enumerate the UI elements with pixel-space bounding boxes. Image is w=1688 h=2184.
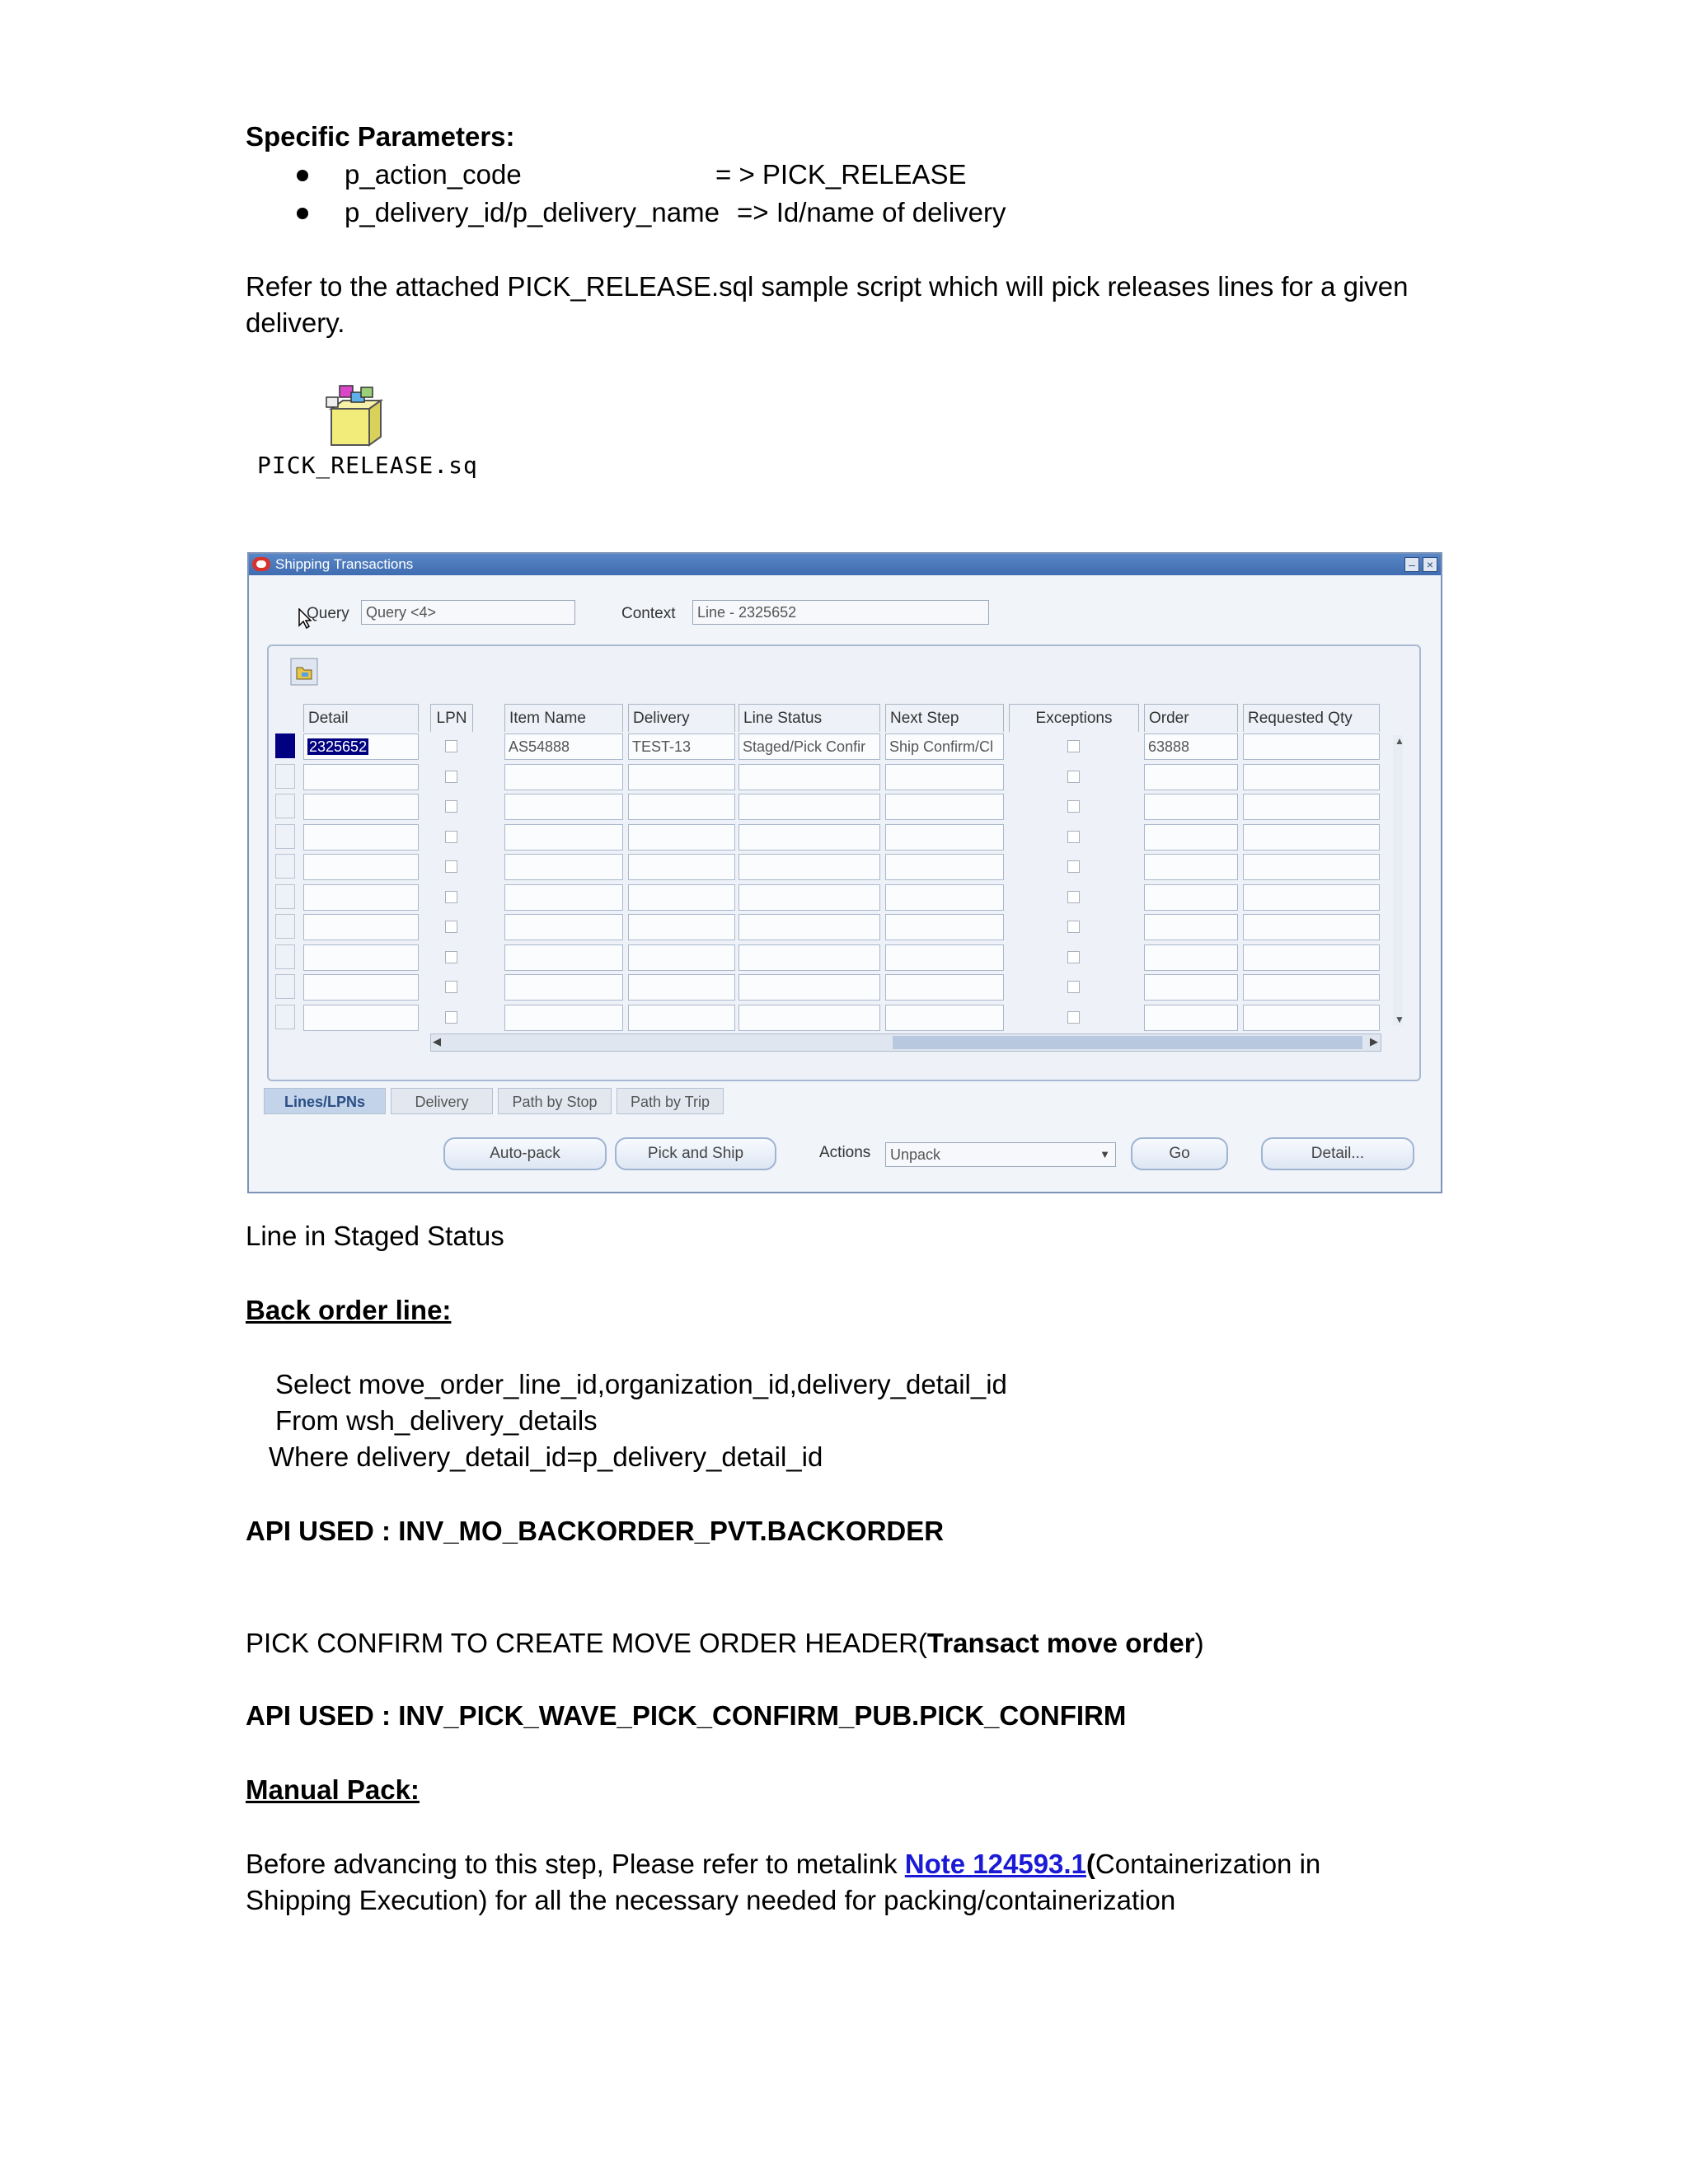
cell-detail[interactable] (303, 974, 419, 1001)
cell-order[interactable] (1144, 974, 1238, 1001)
refer-text-line2: delivery. (246, 307, 345, 338)
cell-detail[interactable] (303, 944, 419, 971)
exceptions-checkbox[interactable] (1067, 860, 1080, 873)
cell-order[interactable] (1144, 764, 1238, 790)
lines-panel (267, 644, 1421, 1081)
lpn-checkbox[interactable] (445, 921, 457, 933)
cell-detail[interactable] (303, 884, 419, 911)
cell-delivery[interactable] (628, 764, 735, 790)
lpn-checkbox[interactable] (445, 1011, 457, 1024)
cell-line-status[interactable]: Staged/Pick Confir (738, 733, 880, 760)
specific-parameters-heading: Specific Parameters: (246, 121, 515, 152)
cell-next-step[interactable] (885, 854, 1004, 880)
cell-order[interactable] (1144, 944, 1238, 971)
sql-line: Where delivery_detail_id=p_delivery_detail_id (269, 1441, 823, 1472)
cell-item-name[interactable] (504, 974, 623, 1001)
cell-line-status[interactable] (738, 944, 880, 971)
manual-pack-heading: Manual Pack: (246, 1774, 420, 1805)
package-file-icon (315, 381, 389, 450)
cell-detail[interactable] (303, 824, 419, 851)
cell-next-step[interactable] (885, 824, 1004, 851)
lpn-checkbox[interactable] (445, 891, 457, 903)
cell-order[interactable]: 63888 (1144, 733, 1238, 760)
cell-item-name[interactable] (504, 794, 623, 820)
row-selector[interactable] (275, 794, 295, 818)
param-name: p_action_code (345, 159, 522, 190)
column-header: Delivery (628, 704, 735, 732)
detail-button[interactable]: Detail... (1261, 1137, 1414, 1170)
row-selector[interactable] (275, 914, 295, 939)
cell-next-step[interactable] (885, 884, 1004, 911)
exceptions-checkbox[interactable] (1067, 981, 1080, 993)
tab-path-by-trip[interactable]: Path by Trip (617, 1088, 724, 1114)
cell-detail[interactable] (303, 794, 419, 820)
scroll-thumb[interactable] (893, 1036, 1362, 1049)
cell-requested-qty[interactable] (1243, 944, 1380, 971)
cell-delivery[interactable] (628, 944, 735, 971)
cell-line-status[interactable] (738, 974, 880, 1001)
exceptions-checkbox[interactable] (1067, 771, 1080, 783)
cell-delivery[interactable]: TEST-13 (628, 733, 735, 760)
pick-confirm-suffix: ) (1194, 1628, 1204, 1658)
exceptions-checkbox[interactable] (1067, 831, 1080, 843)
metalink-note-link[interactable]: Note 124593.1 (904, 1849, 1086, 1879)
cell-detail[interactable] (303, 1005, 419, 1031)
cell-requested-qty[interactable] (1243, 733, 1380, 760)
bullet-icon (297, 208, 308, 219)
cell-item-name[interactable] (504, 944, 623, 971)
exceptions-checkbox[interactable] (1067, 1011, 1080, 1024)
scroll-up-icon[interactable]: ▲ (1395, 735, 1404, 747)
attachment[interactable] (257, 381, 478, 488)
selected-detail-text: 2325652 (309, 738, 368, 755)
cell-delivery[interactable] (628, 824, 735, 851)
context-field[interactable]: Line - 2325652 (692, 600, 989, 625)
go-button[interactable]: Go (1131, 1137, 1228, 1170)
cell-delivery[interactable] (628, 914, 735, 940)
actions-select-value: Unpack (890, 1146, 941, 1163)
column-header: Line Status (738, 704, 880, 732)
cell-requested-qty[interactable] (1243, 914, 1380, 940)
tab-path-by-stop[interactable]: Path by Stop (498, 1088, 612, 1114)
column-header: Detail (303, 704, 419, 732)
cell-line-status[interactable] (738, 1005, 880, 1031)
cell-detail[interactable] (303, 733, 419, 760)
param-value: = > PICK_RELEASE (715, 159, 967, 190)
backorder-heading: Back order line: (246, 1295, 452, 1325)
cell-detail[interactable] (303, 764, 419, 790)
window-title: Shipping Transactions (275, 556, 414, 572)
cell-delivery[interactable] (628, 1005, 735, 1031)
cell-item-name[interactable] (504, 824, 623, 851)
column-header: Exceptions (1009, 704, 1139, 732)
close-icon[interactable]: × (1423, 557, 1437, 572)
cell-delivery[interactable] (628, 974, 735, 1001)
cell-line-status[interactable] (738, 764, 880, 790)
manual-pack-line2: Shipping Execution) for all the necessary needed for packing/containerization (246, 1885, 1176, 1915)
cell-item-name[interactable]: AS54888 (504, 733, 623, 760)
screenshot-caption: Line in Staged Status (246, 1221, 504, 1251)
tab-lines-lpns[interactable]: Lines/LPNs (264, 1088, 386, 1114)
row-selector[interactable] (275, 854, 295, 879)
param-name: p_delivery_id/p_delivery_name (345, 197, 720, 227)
cell-item-name[interactable] (504, 1005, 623, 1031)
column-header: Requested Qty (1243, 704, 1380, 732)
pick-confirm-prefix: PICK CONFIRM TO CREATE MOVE ORDER HEADER( (246, 1628, 927, 1658)
scroll-down-icon[interactable]: ▼ (1395, 1014, 1404, 1025)
row-selector[interactable] (275, 733, 295, 758)
column-header: Next Step (885, 704, 1004, 732)
manual-pack-line1 (246, 1848, 1320, 1881)
exceptions-checkbox[interactable] (1067, 951, 1080, 963)
exceptions-checkbox[interactable] (1067, 891, 1080, 903)
cell-item-name[interactable] (504, 884, 623, 911)
query-label: Query (307, 605, 349, 622)
scroll-right-icon[interactable]: ▶ (1370, 1035, 1378, 1047)
vertical-scrollbar[interactable] (1393, 735, 1403, 1025)
actions-select[interactable] (885, 1142, 1116, 1167)
column-header: LPN (430, 704, 473, 732)
cell-item-name[interactable] (504, 914, 623, 940)
pick-and-ship-button[interactable]: Pick and Ship (615, 1137, 776, 1170)
cell-next-step[interactable]: Ship Confirm/Cl (885, 733, 1004, 760)
cell-requested-qty[interactable] (1243, 1005, 1380, 1031)
cell-line-status[interactable] (738, 914, 880, 940)
bullet-icon (297, 170, 308, 181)
cell-item-name[interactable] (504, 854, 623, 880)
cell-next-step[interactable] (885, 944, 1004, 971)
refer-text-line1: Refer to the attached PICK_RELEASE.sql sample script which will pick releases lines for a given (246, 271, 1409, 302)
exceptions-checkbox[interactable] (1067, 800, 1080, 813)
dropdown-arrow-icon[interactable]: ▼ (1100, 1148, 1110, 1160)
pick-confirm-api: API USED : INV_PICK_WAVE_PICK_CONFIRM_PUB.PICK_CONFIRM (246, 1700, 1127, 1731)
cell-next-step[interactable] (885, 974, 1004, 1001)
cell-next-step[interactable] (885, 914, 1004, 940)
row-selector[interactable] (275, 884, 295, 909)
window-titlebar (249, 554, 1441, 575)
cell-order[interactable] (1144, 914, 1238, 940)
horizontal-scrollbar[interactable] (430, 1033, 1381, 1052)
exceptions-checkbox[interactable] (1067, 921, 1080, 933)
oracle-logo-icon (252, 557, 270, 571)
cell-detail[interactable] (303, 914, 419, 940)
minimize-icon[interactable]: – (1404, 557, 1419, 572)
cell-requested-qty[interactable] (1243, 854, 1380, 880)
pick-confirm-text (246, 1627, 1204, 1660)
column-header: Item Name (504, 704, 623, 732)
cell-order[interactable] (1144, 794, 1238, 820)
cell-item-name[interactable] (504, 764, 623, 790)
backorder-api: API USED : INV_MO_BACKORDER_PVT.BACKORDER (246, 1516, 945, 1546)
cell-requested-qty[interactable] (1243, 974, 1380, 1001)
row-selector[interactable] (275, 824, 295, 849)
lpn-checkbox[interactable] (445, 981, 457, 993)
cell-requested-qty[interactable] (1243, 794, 1380, 820)
manual-pack-pre: Before advancing to this step, Please refer to metalink (246, 1849, 905, 1879)
cell-line-status[interactable] (738, 794, 880, 820)
cell-line-status[interactable] (738, 884, 880, 911)
query-field[interactable]: Query <4> (361, 600, 575, 625)
context-label: Context (621, 605, 676, 622)
auto-pack-button[interactable]: Auto-pack (443, 1137, 607, 1170)
row-selector[interactable] (275, 1005, 295, 1029)
folder-icon[interactable] (290, 658, 318, 686)
param-value: => Id/name of delivery (737, 197, 1006, 227)
column-header: Order (1144, 704, 1238, 732)
manual-pack-paren: ( (1085, 1849, 1095, 1879)
cell-next-step[interactable] (885, 794, 1004, 820)
cell-detail[interactable] (303, 854, 419, 880)
lpn-checkbox[interactable] (445, 831, 457, 843)
cell-delivery[interactable] (628, 854, 735, 880)
cell-requested-qty[interactable] (1243, 884, 1380, 911)
cell-order[interactable] (1144, 1005, 1238, 1031)
row-selector[interactable] (275, 944, 295, 969)
cell-next-step[interactable] (885, 1005, 1004, 1031)
cell-delivery[interactable] (628, 884, 735, 911)
cell-line-status[interactable] (738, 854, 880, 880)
cell-order[interactable] (1144, 854, 1238, 880)
cell-requested-qty[interactable] (1243, 824, 1380, 851)
actions-label: Actions (819, 1144, 871, 1161)
pick-confirm-bold: Transact move order (926, 1628, 1195, 1658)
cell-next-step[interactable] (885, 764, 1004, 790)
scroll-left-icon[interactable]: ◀ (433, 1035, 441, 1047)
shipping-transactions-window (247, 552, 1442, 1193)
tab-delivery[interactable]: Delivery (391, 1088, 493, 1114)
sql-line: From wsh_delivery_details (275, 1405, 598, 1436)
lpn-checkbox[interactable] (445, 951, 457, 963)
row-selector[interactable] (275, 974, 295, 999)
lpn-checkbox[interactable] (445, 740, 457, 752)
cell-delivery[interactable] (628, 794, 735, 820)
lpn-checkbox[interactable] (445, 771, 457, 783)
row-selector[interactable] (275, 764, 295, 789)
cell-order[interactable] (1144, 884, 1238, 911)
manual-pack-post: Containerization in (1095, 1849, 1321, 1879)
lpn-checkbox[interactable] (445, 800, 457, 813)
attachment-label: PICK_RELEASE.sq (257, 452, 478, 479)
lpn-checkbox[interactable] (445, 860, 457, 873)
sql-line: Select move_order_line_id,organization_id,delivery_detail_id (275, 1369, 1007, 1399)
cell-line-status[interactable] (738, 824, 880, 851)
cell-order[interactable] (1144, 824, 1238, 851)
exceptions-checkbox[interactable] (1067, 740, 1080, 752)
cell-requested-qty[interactable] (1243, 764, 1380, 790)
